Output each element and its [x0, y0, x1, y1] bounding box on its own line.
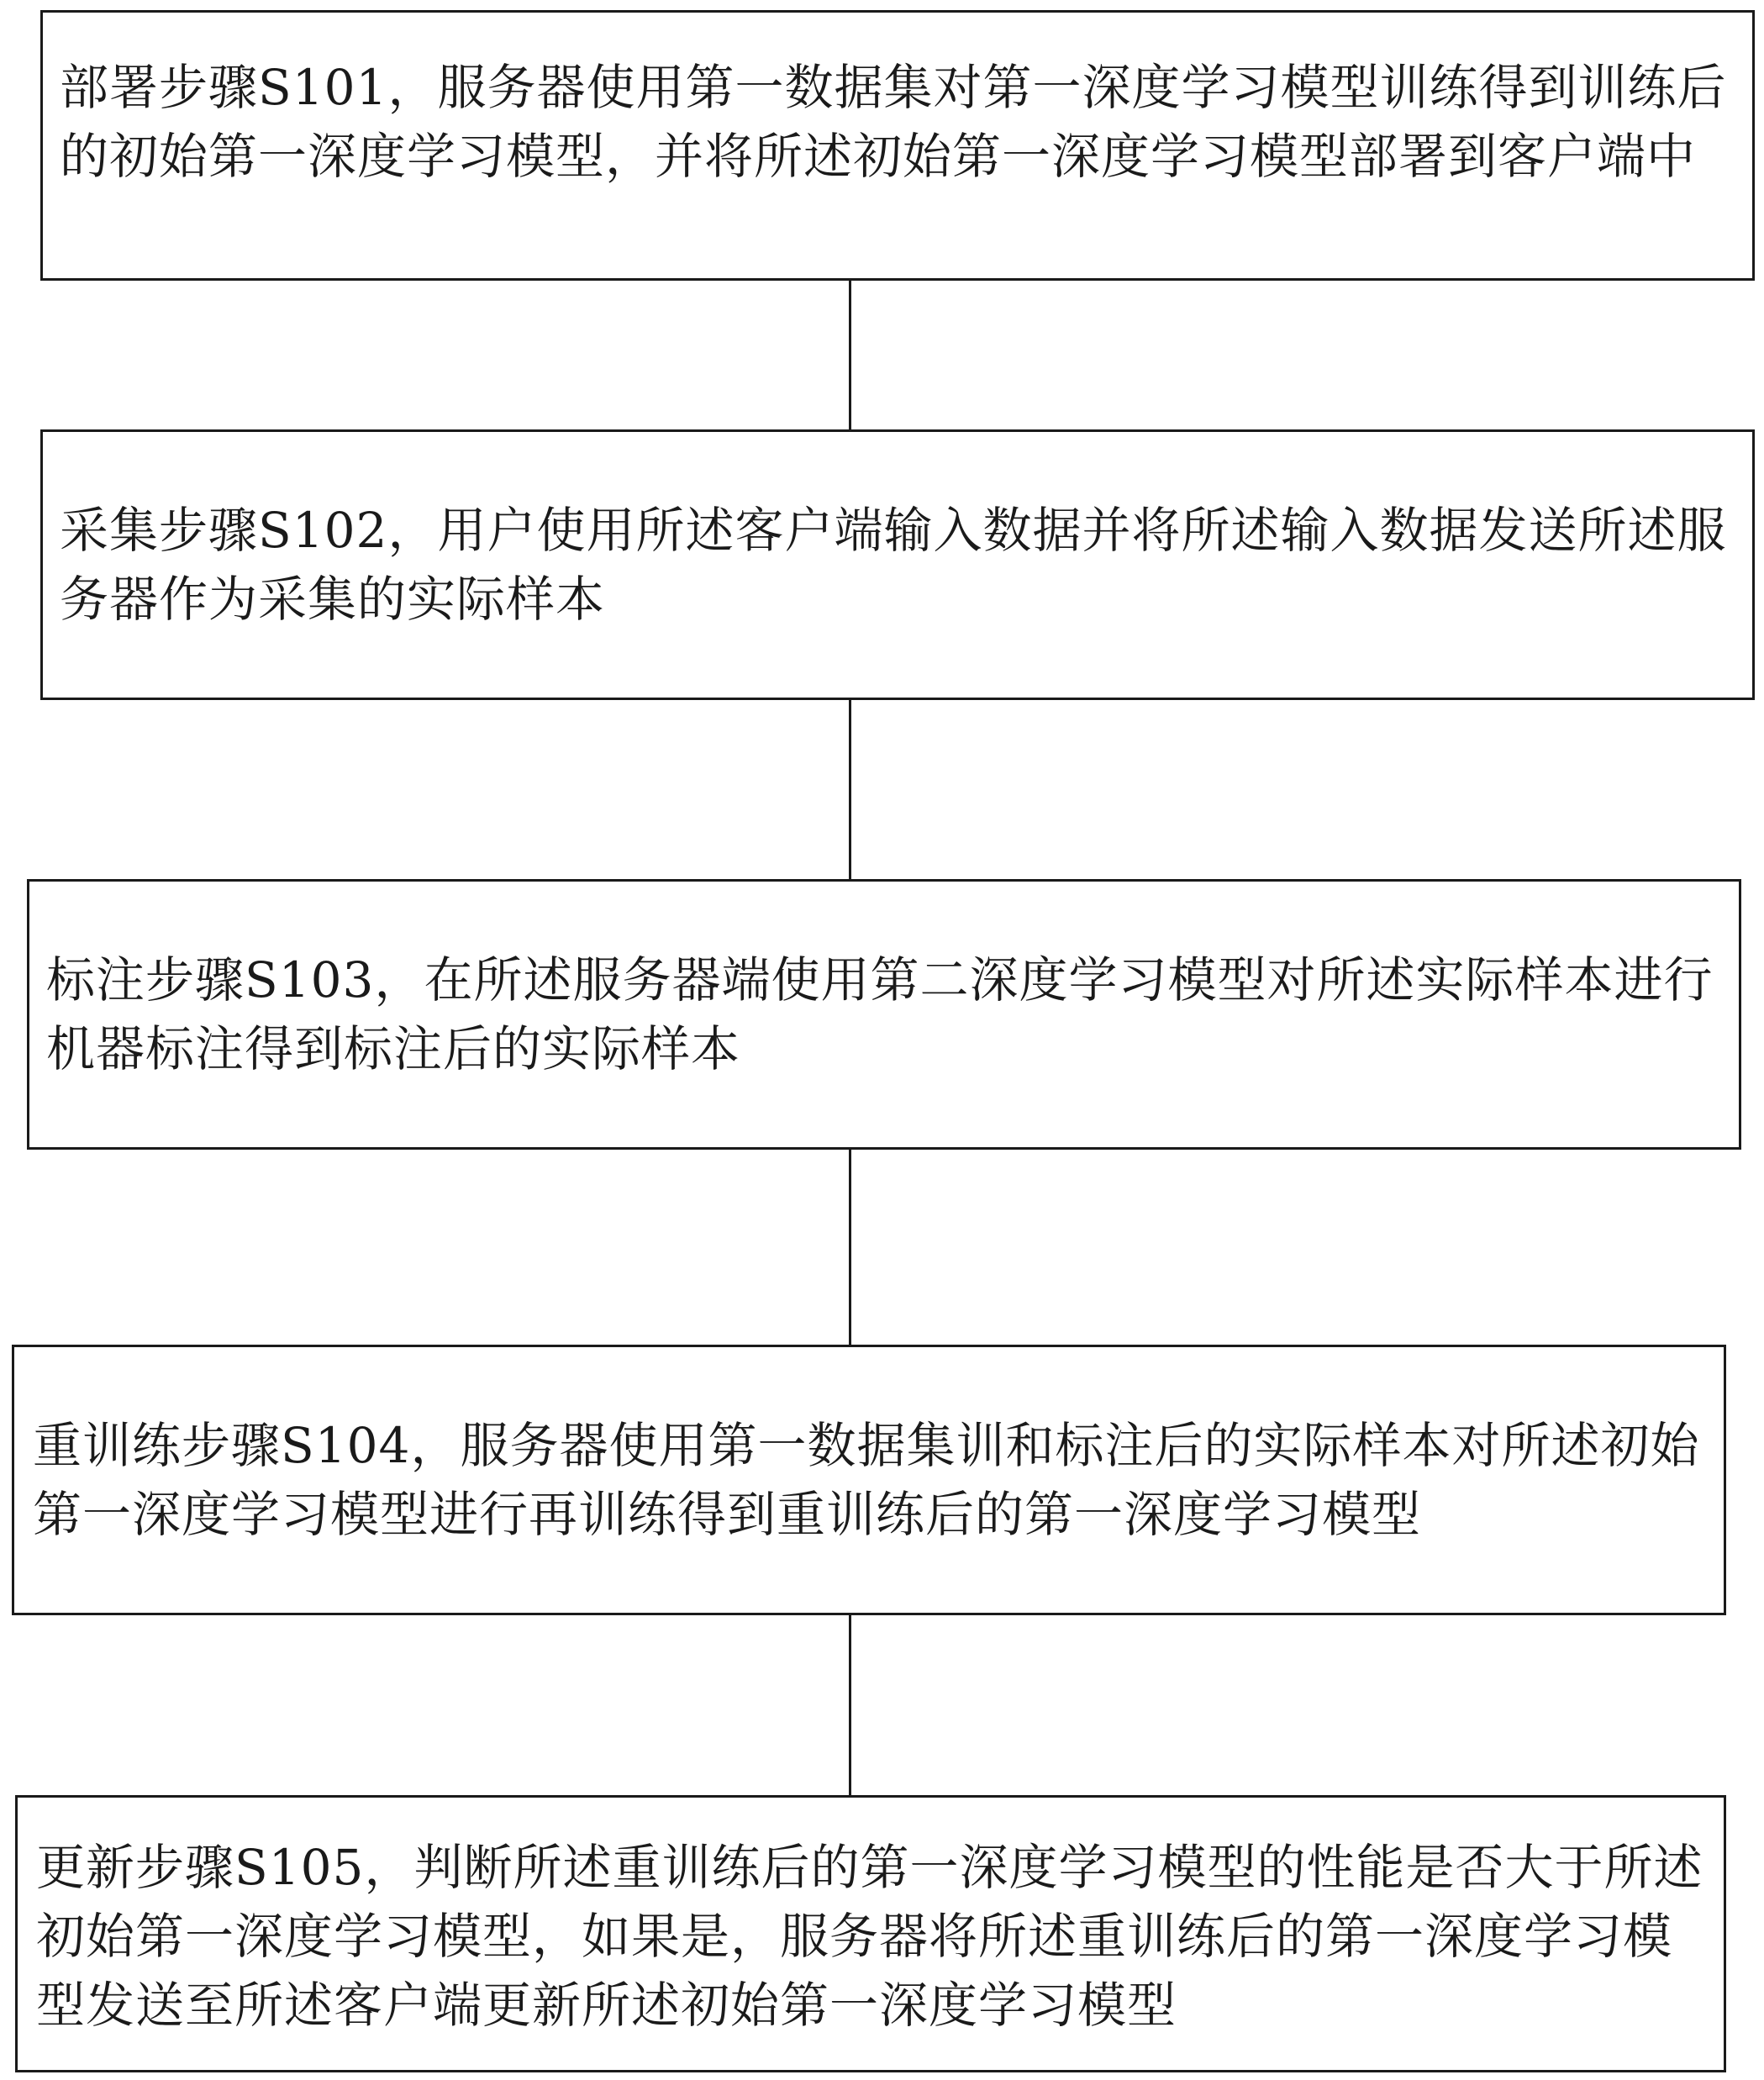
step-text-s105: 更新步骤S105，判断所述重训练后的第一深度学习模型的性能是否大于所述初始第一深度学习模型，如果是，服务器将所述重训练后的第一深度学习模型发送至所述客户端更新所述初始第一深度学习模型 [36, 1839, 1703, 2034]
step-text-s101: 部署步骤S101，服务器使用第一数据集对第一深度学习模型训练得到训练后的初始第一深度学习模型，并将所述初始第一深度学习模型部署到客户端中 [60, 59, 1727, 185]
step-box-s101 [40, 10, 1755, 281]
step-text-s102: 采集步骤S102，用户使用所述客户端输入数据并将所述输入数据发送所述服务器作为采集的实际样本 [60, 502, 1727, 628]
connector-s104-s105 [849, 1615, 851, 1795]
connector-s103-s104 [849, 1150, 851, 1345]
connector-s102-s103 [849, 700, 851, 879]
step-text-s104: 重训练步骤S104，服务器使用第一数据集训和标注后的实际样本对所述初始第一深度学习模型进行再训练得到重训练后的第一深度学习模型 [33, 1417, 1700, 1543]
connector-s101-s102 [849, 281, 851, 429]
step-box-s105 [15, 1795, 1726, 2072]
step-box-s102 [40, 429, 1755, 700]
step-box-s103 [27, 879, 1741, 1150]
step-box-s104 [12, 1345, 1726, 1615]
step-text-s103: 标注步骤S103，在所述服务器端使用第二深度学习模型对所述实际样本进行机器标注得到标注后的实际样本 [46, 951, 1714, 1077]
